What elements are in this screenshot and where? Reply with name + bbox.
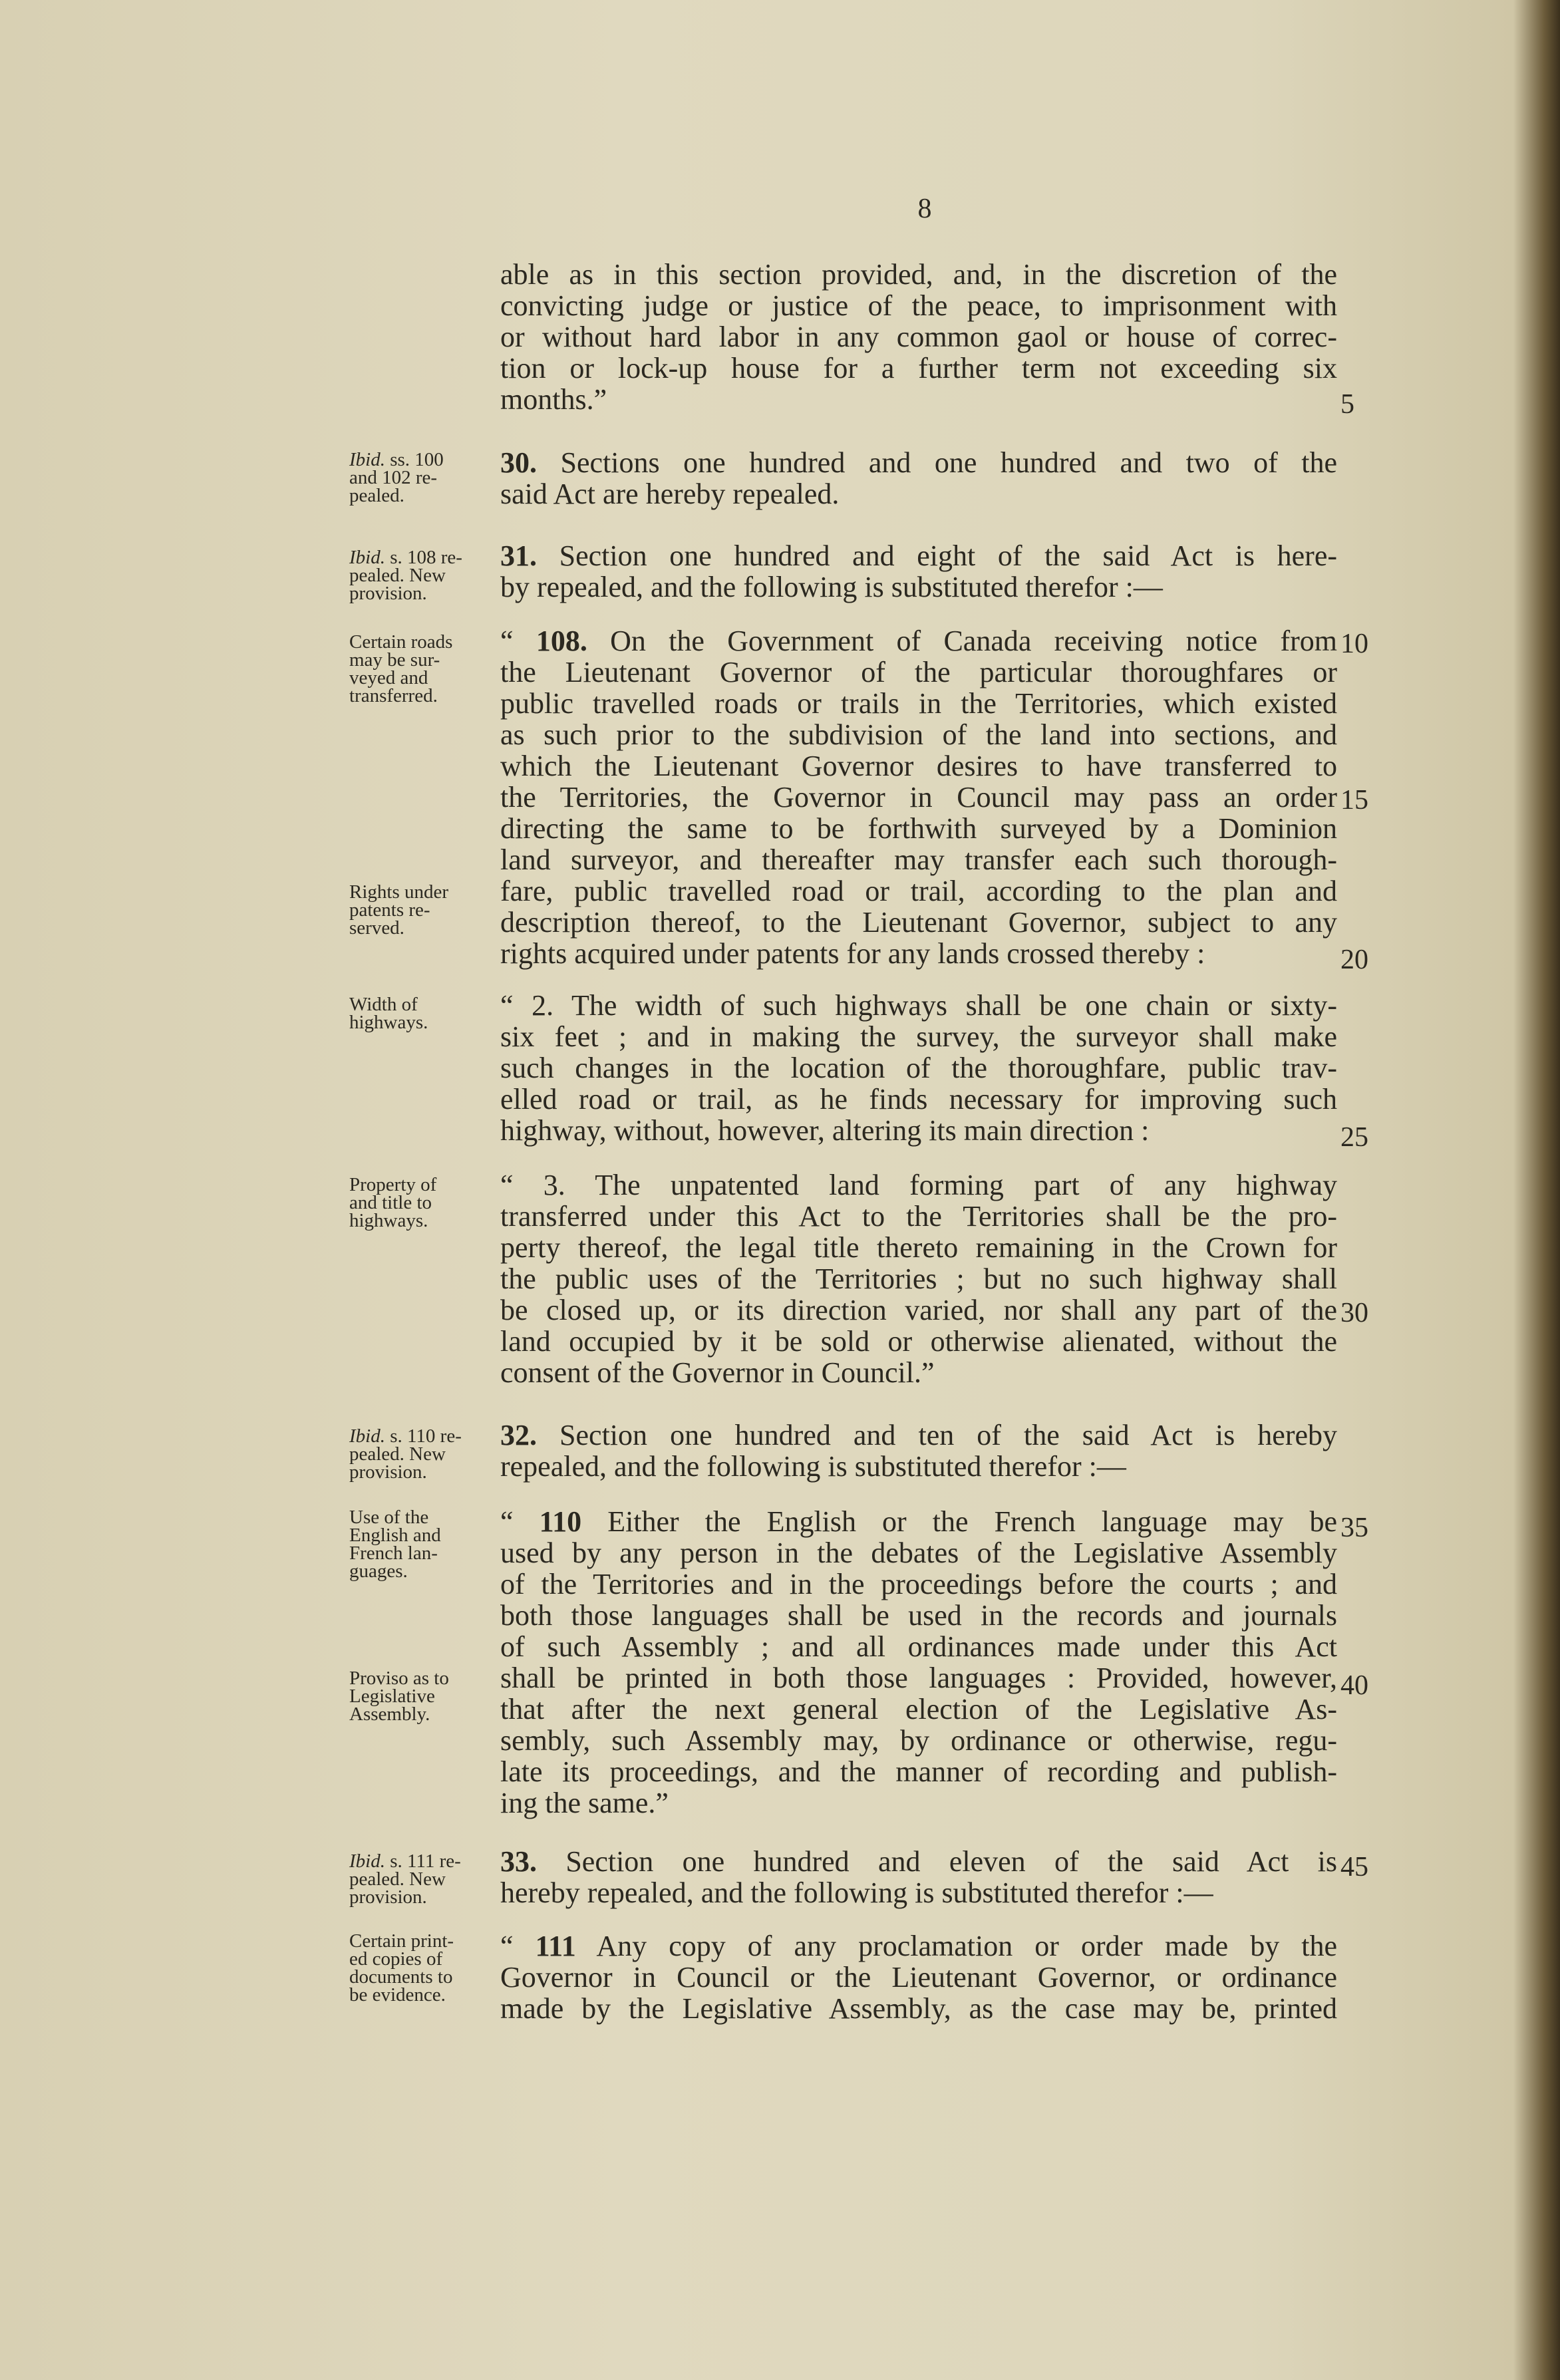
section-33	[500, 1846, 1337, 1908]
side-note-line: French lan-	[349, 1543, 438, 1564]
line-text: Either the English or the French language may be	[581, 1505, 1337, 1538]
text-line: as such prior to the subdivision of the land into sections, and	[500, 718, 1337, 751]
line-number: 45	[1340, 1852, 1368, 1882]
text-line: convicting judge or justice of the peace, to imprisonment with	[500, 289, 1337, 322]
side-note-line: patents re-	[349, 899, 430, 921]
text-line	[500, 1419, 1337, 1451]
side-note	[349, 883, 492, 937]
side-note-line: pealed. New	[349, 1443, 446, 1465]
text-line: the public uses of the Territories ; but no such highway shall	[500, 1263, 1337, 1295]
section-32	[500, 1419, 1337, 1482]
text-line: “ 2. The width of such highways shall be one chain or sixty-	[500, 989, 1337, 1022]
text-line: Governor in Council or the Lieutenant Governor, or ordinance	[500, 1961, 1337, 1994]
side-note-line: Certain print-	[349, 1930, 454, 1952]
side-note	[349, 1176, 492, 1230]
side-note-line: Assembly.	[349, 1704, 430, 1725]
side-note-line: served.	[349, 917, 404, 939]
line-number: 5	[1340, 389, 1354, 420]
side-note-text: s. 111 re-	[385, 1851, 461, 1872]
text-line: be closed up, or its direction varied, nor shall any part of the	[500, 1294, 1337, 1326]
side-note	[349, 996, 492, 1032]
line-number: 35	[1340, 1513, 1368, 1543]
side-note-line: transferred.	[349, 685, 438, 706]
side-note-line: provision.	[349, 1886, 427, 1908]
text-line: highway, without, however, altering its main direction :	[500, 1114, 1150, 1147]
side-note-line: documents to	[349, 1966, 453, 1988]
side-note-italic: Ibid.	[349, 547, 385, 568]
text-line: description thereof, to the Lieutenant Governor, subject to any	[500, 906, 1337, 939]
text-line	[500, 625, 1337, 657]
line-number: 40	[1340, 1670, 1368, 1701]
text-line: made by the Legislative Assembly, as the case may be, printed	[500, 1992, 1337, 2025]
side-note-line: provision.	[349, 1461, 427, 1483]
subsection-3	[500, 1169, 1337, 1388]
text-line: repealed, and the following is substituted therefor :—	[500, 1450, 1126, 1483]
text-line: directing the same to be forthwith surveyed by a Dominion	[500, 812, 1337, 845]
side-note-line: Certain roads	[349, 631, 453, 653]
side-note-line: highways.	[349, 1012, 428, 1033]
text-line: months.”	[500, 383, 607, 416]
text-line	[500, 447, 1337, 478]
side-note-line: Use of the	[349, 1507, 429, 1528]
text-line: six feet ; and in making the survey, the surveyor shall make	[500, 1020, 1337, 1053]
side-note-line: English and	[349, 1525, 441, 1546]
side-note-text: ss. 100	[385, 449, 444, 470]
side-note-line	[349, 1427, 492, 1445]
text-line	[500, 540, 1337, 571]
text-line: perty thereof, the legal title thereto remaining in the Crown for	[500, 1231, 1337, 1264]
quoted-section-108	[500, 625, 1337, 969]
text-line: the Lieutenant Governor of the particular thoroughfares or	[500, 656, 1337, 688]
text-line: late its proceedings, and the manner of recording and publish-	[500, 1755, 1337, 1788]
text-line: the Territories, the Governor in Council may pass an order	[500, 781, 1337, 814]
text-line: shall be printed in both those languages : Provided, however,	[500, 1662, 1337, 1694]
section-number: 108.	[536, 625, 587, 657]
text-line: land occupied by it be sold or otherwise alienated, without the	[500, 1325, 1337, 1358]
side-note	[349, 1670, 492, 1723]
side-note-text: s. 108 re-	[385, 547, 462, 568]
section-number: 111	[535, 1930, 576, 1962]
side-note-line: Width of	[349, 994, 418, 1015]
text-line: said Act are hereby repealed.	[500, 478, 840, 510]
side-note-line	[349, 451, 492, 469]
text-line: “ 3. The unpatented land forming part of any highway	[500, 1169, 1337, 1201]
side-note-text: s. 110 re-	[385, 1425, 462, 1447]
text-line: fare, public travelled road or trail, according to the plan and	[500, 875, 1337, 907]
section-number: 33.	[500, 1845, 537, 1878]
text-line: by repealed, and the following is substituted therefor :—	[500, 571, 1163, 603]
side-note-line: be evidence.	[349, 1984, 446, 2006]
line-text: Section one hundred and eleven of the said Act is	[537, 1845, 1337, 1878]
line-text: Section one hundred and eight of the said Act is here-	[537, 539, 1337, 572]
text-line: elled road or trail, as he finds necessary for improving such	[500, 1083, 1337, 1116]
text-line: such changes in the location of the thoroughfare, public trav-	[500, 1052, 1337, 1084]
text-line: that after the next general election of the Legislative As-	[500, 1693, 1337, 1725]
quoted-section-110	[500, 1506, 1337, 1819]
text-line: of the Territories and in the proceedings before the courts ; and	[500, 1568, 1337, 1600]
side-note	[349, 549, 492, 603]
line-number: 25	[1340, 1122, 1368, 1153]
section-number: 32.	[500, 1419, 537, 1451]
side-note-line	[349, 1853, 492, 1870]
side-note-line: pealed.	[349, 485, 404, 506]
section-31	[500, 540, 1337, 603]
side-note-line: Rights under	[349, 881, 449, 903]
side-note-line: and 102 re-	[349, 467, 438, 488]
side-note	[349, 451, 492, 505]
side-note-line: pealed. New	[349, 1868, 446, 1890]
open-quote: “	[500, 625, 536, 657]
text-line	[500, 1930, 1337, 1962]
text-line: transferred under this Act to the Territories shall be the pro-	[500, 1200, 1337, 1233]
text-line: used by any person in the debates of the Legislative Assembly	[500, 1537, 1337, 1569]
open-quote: “	[500, 1505, 540, 1538]
section-30	[500, 447, 1337, 510]
paragraph-continuation	[500, 259, 1337, 415]
text-line: sembly, such Assembly may, by ordinance or otherwise, regu-	[500, 1724, 1337, 1757]
side-note	[349, 633, 492, 705]
side-note	[349, 1853, 492, 1906]
line-text: Sections one hundred and one hundred and two of the	[537, 446, 1337, 479]
side-note	[349, 1427, 492, 1481]
section-number: 31.	[500, 539, 537, 572]
side-note-line: Property of	[349, 1174, 437, 1195]
subsection-2	[500, 990, 1337, 1146]
side-note-line: highways.	[349, 1210, 428, 1231]
line-number: 15	[1340, 785, 1368, 816]
text-line: which the Lieutenant Governor desires to have transferred to	[500, 750, 1337, 782]
side-note-line: Proviso as to	[349, 1668, 449, 1689]
line-number: 30	[1340, 1298, 1368, 1328]
text-line: rights acquired under patents for any lands crossed thereby :	[500, 937, 1205, 970]
page-number: 8	[917, 194, 932, 224]
text-line: hereby repealed, and the following is substituted therefor :—	[500, 1876, 1213, 1909]
text-line: both those languages shall be used in the records and journals	[500, 1599, 1337, 1632]
text-line: ing the same.”	[500, 1787, 669, 1819]
section-number: 30.	[500, 446, 537, 479]
text-line: land surveyor, and thereafter may transfer each such thorough-	[500, 843, 1337, 876]
text-line	[500, 1846, 1337, 1877]
side-note-italic: Ibid.	[349, 1425, 385, 1447]
side-note-line: may be sur-	[349, 649, 440, 670]
text-line	[500, 1506, 1337, 1537]
side-note-line: veyed and	[349, 667, 428, 688]
text-line: able as in this section provided, and, in the discretion of the	[500, 258, 1337, 291]
side-note-line	[349, 549, 492, 567]
text-line: public travelled roads or trails in the Territories, which existed	[500, 687, 1337, 720]
side-note-line: and title to	[349, 1192, 432, 1213]
text-line: tion or lock-up house for a further term not exceeding six	[500, 352, 1337, 384]
section-number: 110	[539, 1505, 582, 1538]
quoted-section-111	[500, 1930, 1337, 2024]
side-note-line: Legislative	[349, 1686, 435, 1707]
line-number: 20	[1340, 945, 1368, 975]
line-number: 10	[1340, 629, 1368, 659]
side-note-line: provision.	[349, 583, 427, 604]
text-line: of such Assembly ; and all ordinances made under this Act	[500, 1630, 1337, 1663]
side-note	[349, 1509, 492, 1580]
side-note-italic: Ibid.	[349, 1851, 385, 1872]
line-text: Any copy of any proclamation or order made by the	[575, 1930, 1337, 1962]
line-text: On the Government of Canada receiving notice from	[587, 625, 1337, 657]
side-note-line: pealed. New	[349, 565, 446, 586]
side-note-italic: Ibid.	[349, 449, 385, 470]
side-note-line: ed copies of	[349, 1948, 443, 1970]
text-line: or without hard labor in any common gaol or house of correc-	[500, 321, 1337, 353]
line-text: Section one hundred and ten of the said Act is hereby	[537, 1419, 1337, 1451]
side-note	[349, 1932, 492, 2004]
open-quote: “	[500, 1930, 536, 1962]
side-note-line: guages.	[349, 1561, 408, 1582]
text-line: consent of the Governor in Council.”	[500, 1356, 935, 1389]
